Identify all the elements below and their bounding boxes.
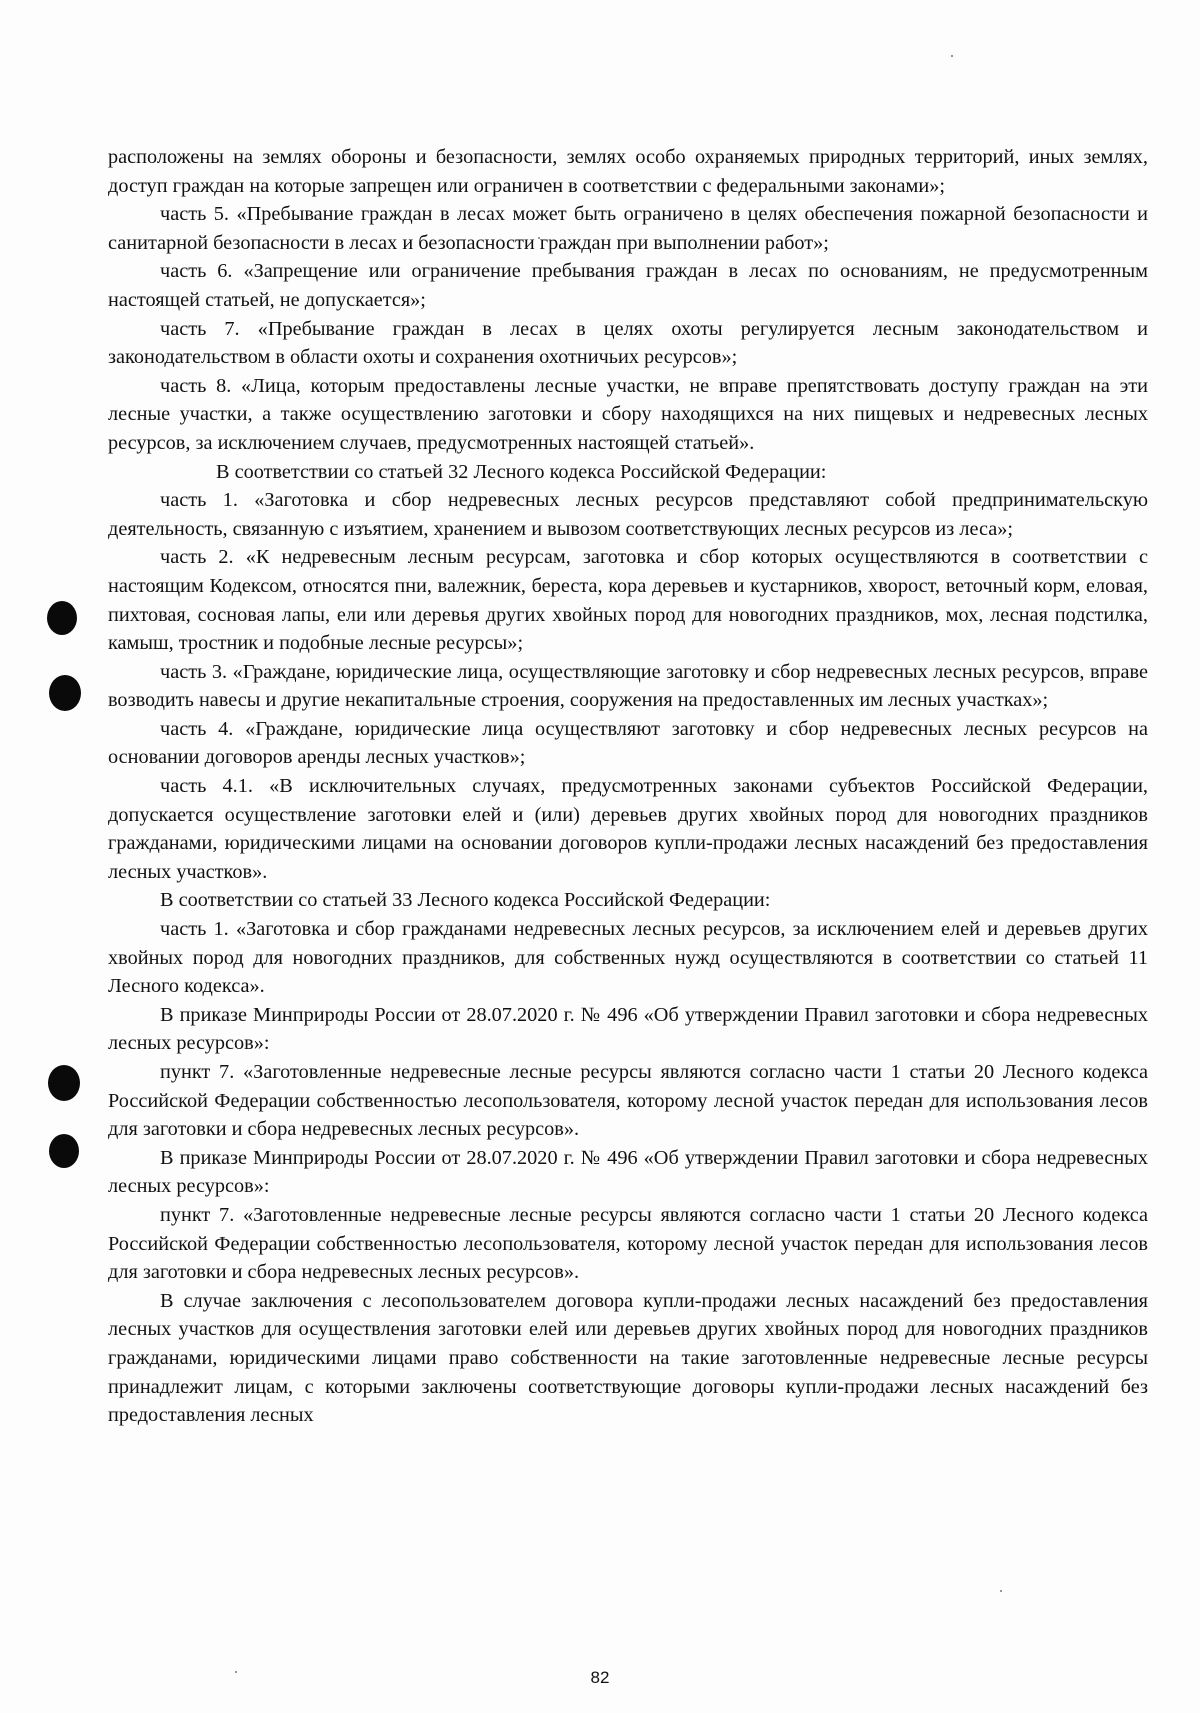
- document-body: [108, 143, 1148, 1430]
- paragraph: часть 4.1. «В исключительных случаях, предусмотренных законами субъектов Российской Федерации, допускается осуществление заготовки елей и (или) деревьев других хвойных пород для новогодних праздников гражданами, юридическими лицами на основании договоров купли-продажи лесных насаждений без предоставления лесных участков».: [108, 775, 1148, 883]
- paragraph: В соответствии со статьей 33 Лесного кодекса Российской Федерации:: [160, 889, 771, 912]
- paragraph: часть 1. «Заготовка и сбор гражданами недревесных лесных ресурсов, за исключением елей и деревьев других хвойных пород для новогодних праздников, для собственных нужд осуществляются в соответствии со статьей 11 Лесного кодекса».: [108, 918, 1148, 998]
- paragraph: расположены на землях обороны и безопасности, землях особо охраняемых природных территорий, иных землях, доступ граждан на которые запрещен или ограничен в соответствии с федеральными законами»;: [108, 146, 1148, 197]
- paragraph: часть 6. «Запрещение или ограничение пребывания граждан в лесах по основаниям, не предусмотренным настоящей статьей, не допускается»;: [108, 260, 1148, 311]
- scan-speck: [951, 55, 953, 57]
- paragraph: В приказе Минприроды России от 28.07.2020 г. № 496 «Об утверждении Правил заготовки и сбора недревесных лесных ресурсов»:: [108, 1146, 1148, 1198]
- paragraph: В случае заключения с лесопользователем договора купли-продажи лесных насаждений без предоставления лесных участков для осуществления заготовки елей или деревьев других хвойных пород для новогодних праздников гражданами, юридическими лицами право собственности на такие заготовленные недревесные лесные ресурсы принадлежит лицам, с которыми заключены соответствующие договоры купли-продажи лесных насаждений без предоставления лесных: [108, 1289, 1148, 1427]
- paragraph: часть 7. «Пребывание граждан в лесах в целях охоты регулируется лесным законодательством и законодательством в области охоты и сохранения охотничьих ресурсов»;: [108, 317, 1148, 369]
- paragraph: В соответствии со статьей 32 Лесного кодекса Российской Федерации:: [216, 460, 827, 483]
- paragraph: часть 4. «Граждане, юридические лица осуществляют заготовку и сбор недревесных лесных ресурсов на основании договоров аренды лесных участков»;: [108, 717, 1148, 769]
- paragraph: часть 8. «Лица, которым предоставлены лесные участки, не вправе препятствовать доступу граждан на эти лесные участки, а также осуществлению заготовки и сбору находящихся на них пищевых и недревесных лесных ресурсов, за исключением случаев, предусмотренных настоящей статьей».: [108, 374, 1148, 454]
- page-number: 82: [590, 1668, 610, 1687]
- punch-hole: [49, 675, 81, 711]
- paragraph: часть 2. «К недревесным лесным ресурсам, заготовка и сбор которых осуществляются в соответствии с настоящим Кодексом, относятся пни, валежник, береста, кора деревьев и кустарников, хворост, веточный корм, еловая, пихтовая, сосновая лапы, ели или деревья других хвойных пород для новогодних праздников, мох, лесная подстилка, камыш, тростник и подобные лесные ресурсы»;: [108, 546, 1148, 655]
- punch-hole: [49, 1134, 79, 1168]
- paragraph: часть 1. «Заготовка и сбор недревесных лесных ресурсов представляют собой предпринимательскую деятельность, связанную с изъятием, хранением и вывозом соответствующих лесных ресурсов из леса»;: [108, 489, 1148, 540]
- scan-speck: [1000, 1590, 1002, 1592]
- punch-hole: [48, 1065, 80, 1101]
- paragraph: пункт 7. «Заготовленные недревесные лесные ресурсы являются согласно части 1 статьи 20 Лесного кодекса Российской Федерации собственностью лесопользователя, которому лесной участок передан для использования лесов для заготовки и сбора недревесных лесных ресурсов».: [108, 1061, 1148, 1141]
- paragraph: В приказе Минприроды России от 28.07.2020 г. № 496 «Об утверждении Правил заготовки и сбора недревесных лесных ресурсов»:: [108, 1003, 1148, 1055]
- paragraph: часть 3. «Граждане, юридические лица, осуществляющие заготовку и сбор недревесных лесных ресурсов, вправе возводить навесы и другие некапитальные строения, сооружения на предоставленных им лесных участках»;: [108, 660, 1148, 712]
- punch-hole: [47, 601, 77, 635]
- paragraph: пункт 7. «Заготовленные недревесные лесные ресурсы являются согласно части 1 статьи 20 Лесного кодекса Российской Федерации собственностью лесопользователя, которому лесной участок передан для использования лесов для заготовки и сбора недревесных лесных ресурсов».: [108, 1203, 1148, 1284]
- paragraph: часть 5. «Пребывание граждан в лесах может быть ограничено в целях обеспечения пожарной безопасности и санитарной безопасности в лесах и безопасности граждан при выполнении работ»;: [108, 203, 1148, 254]
